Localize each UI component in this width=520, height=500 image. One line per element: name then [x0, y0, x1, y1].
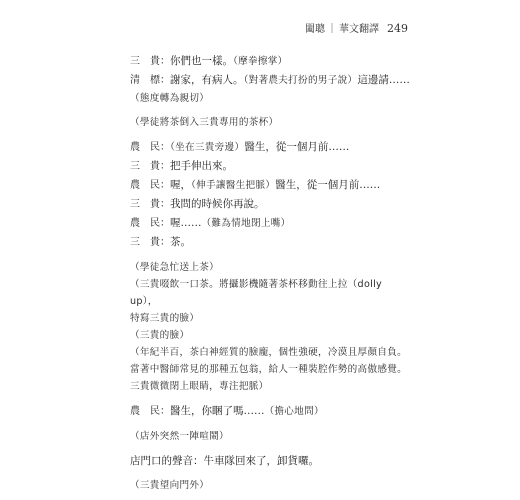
- stage-direction: （三貴望向門外）: [130, 480, 210, 491]
- stage-direction: 三貴微微閉上眼睛，專注把脈）: [130, 381, 269, 392]
- dialogue-line: [130, 176, 410, 195]
- dialogue-text-continued: 這邊請……: [357, 74, 410, 86]
- speaker-name: 農 民：: [130, 142, 170, 153]
- dialogue-text: 你們也一樣。: [170, 55, 233, 67]
- stage-direction: （三貴的臉）: [130, 330, 190, 341]
- dialogue-text: 醫生，你睏了嗎……: [170, 405, 265, 417]
- dialogue-text: 喔，: [170, 179, 191, 191]
- dialogue-line: [130, 157, 410, 176]
- header-separator: ｜: [327, 24, 337, 35]
- inline-direction: （對著農夫打扮的男子說）: [243, 75, 358, 86]
- inline-direction: （坐在三貴旁邊）: [170, 142, 245, 153]
- paragraph-gap: [130, 395, 410, 402]
- stage-direction: （年紀半百，茶白神經質的臉龐，個性強硬，冷漠且厚顏自負。: [130, 347, 408, 358]
- dialogue-line: [130, 402, 410, 421]
- paragraph-gap: [130, 131, 410, 138]
- dialogue-text-continued: 醫生，從一個月前……: [275, 179, 381, 191]
- speaker-name: 三 貴：: [130, 199, 170, 210]
- speaker-name: 三 貴：: [130, 56, 170, 67]
- stage-direction: （態度轉為親切）: [130, 93, 210, 104]
- book-title: 闔聰: [305, 24, 325, 35]
- page-number: 249: [387, 22, 408, 35]
- speaker-name: 農 民：: [130, 180, 170, 191]
- stage-direction: 特寫三貴的臉）: [130, 313, 200, 324]
- stage-direction: （學徒急忙送上茶）: [130, 262, 220, 273]
- stage-direction: （學徒將茶倒入三貴專用的茶杯）: [130, 117, 279, 128]
- section-title: 華文翻譯: [339, 24, 379, 35]
- speaker-name: 清 標：: [130, 75, 170, 86]
- stage-direction: 當著中醫師常見的那種五包翁，給人一種裝腔作勢的高傲感覺。: [130, 364, 408, 375]
- running-header: [305, 20, 408, 35]
- dialogue-line: [130, 214, 410, 233]
- offstage-line: 店門口的聲音：牛車隊回來了，卸貨囉。: [130, 455, 319, 467]
- dialogue-text: 謝家，有病人。: [170, 74, 244, 86]
- dialogue-text: 喔……: [170, 217, 202, 229]
- paragraph-gap: [130, 421, 410, 428]
- dialogue-line: [130, 195, 410, 214]
- inline-direction: （伸手讓醫生把脈）: [191, 180, 276, 191]
- dialogue-text: 把手伸出來。: [170, 160, 233, 172]
- speaker-name: 農 民：: [130, 406, 170, 417]
- paragraph-gap: [130, 107, 410, 114]
- inline-direction: （難為情地閉上嘴）: [201, 218, 291, 229]
- script-body: [130, 52, 410, 494]
- inline-direction: （摩拳擦掌）: [233, 56, 288, 67]
- stage-direction: （三貴啜飲一口茶。將攝影機隨著茶杯移動往上拉（dolly up），: [130, 279, 383, 307]
- dialogue-line: [130, 233, 410, 252]
- dialogue-text: 茶。: [170, 236, 191, 248]
- dialogue-line: [130, 138, 410, 157]
- speaker-name: 三 貴：: [130, 161, 170, 172]
- dialogue-text: 我問的時候你再說。: [170, 198, 265, 210]
- dialogue-line: [130, 52, 410, 71]
- stage-direction: （店外突然一陣喧鬧）: [130, 431, 229, 442]
- inline-direction: （擔心地問）: [264, 406, 324, 417]
- speaker-name: 農 民：: [130, 218, 170, 229]
- paragraph-gap: [130, 470, 410, 477]
- paragraph-gap: [130, 445, 410, 452]
- dialogue-line: [130, 71, 410, 90]
- speaker-name: 三 貴：: [130, 237, 170, 248]
- dialogue-text: 醫生，從一個月前……: [244, 141, 350, 153]
- paragraph-gap: [130, 252, 410, 259]
